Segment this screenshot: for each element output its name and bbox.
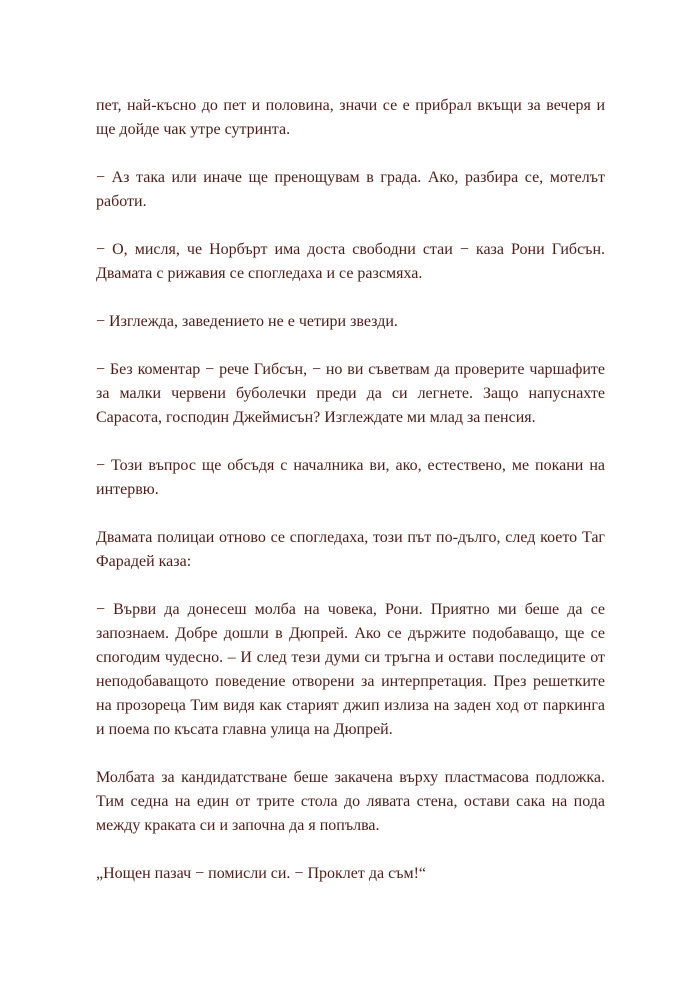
paragraph-10: „Нощен пазач − помисли си. − Проклет да съм!“ bbox=[96, 865, 427, 882]
paragraph-8: − Върви да донесеш молба на човека, Рони. Приятно ми беше да се запознаем. Добре дошли в Дюпрей. Ако се държите подобаващо, ще се спогодим чудесно. – И след тези думи си тръгна и остави последиците от неподобаващото поведение отворени за интерпретация. През решетките на прозореца Тим видя как старият джип излиза на заден ход от паркинга и поема по късата главна улица на Дюпрей. bbox=[96, 601, 605, 738]
paragraph-5: − Без коментар − рече Гибсън, − но ви съветвам да проверите чаршафите за малки червени буболечки преди да си легнете. Защо напуснахте Сарасота, господин Джеймисън? Изглеждате ми млад за пенсия. bbox=[96, 361, 605, 426]
paragraph-1: пет, най-късно до пет и половина, значи се е прибрал вкъщи за вечеря и ще дойде чак утре сутринта. bbox=[96, 97, 605, 138]
paragraph-6: − Този въпрос ще обсъдя с началника ви, ако, естествено, ме покани на интервю. bbox=[96, 457, 605, 498]
body-text bbox=[96, 94, 605, 886]
paragraph-9: Молбата за кандидатстване беше закачена върху пластмасова подложка. Тим седна на един от трите стола до лявата стена, остави сака на пода между краката си и започна да я попълва. bbox=[96, 769, 605, 834]
paragraph-4: − Изглежда, заведението не е четири звезди. bbox=[96, 313, 398, 330]
paragraph-7: Двамата полицаи отново се спогледаха, този път по-дълго, след което Таг Фарадей каза: bbox=[96, 529, 605, 570]
paragraph-2: − Аз така или иначе ще пренощувам в града. Ако, разбира се, мотелът работи. bbox=[96, 169, 605, 210]
paragraph-3: − О, мисля, че Норбърт има доста свободни стаи − каза Рони Гибсън. Двамата с рижавия се спогледаха и се разсмяха. bbox=[96, 241, 605, 282]
